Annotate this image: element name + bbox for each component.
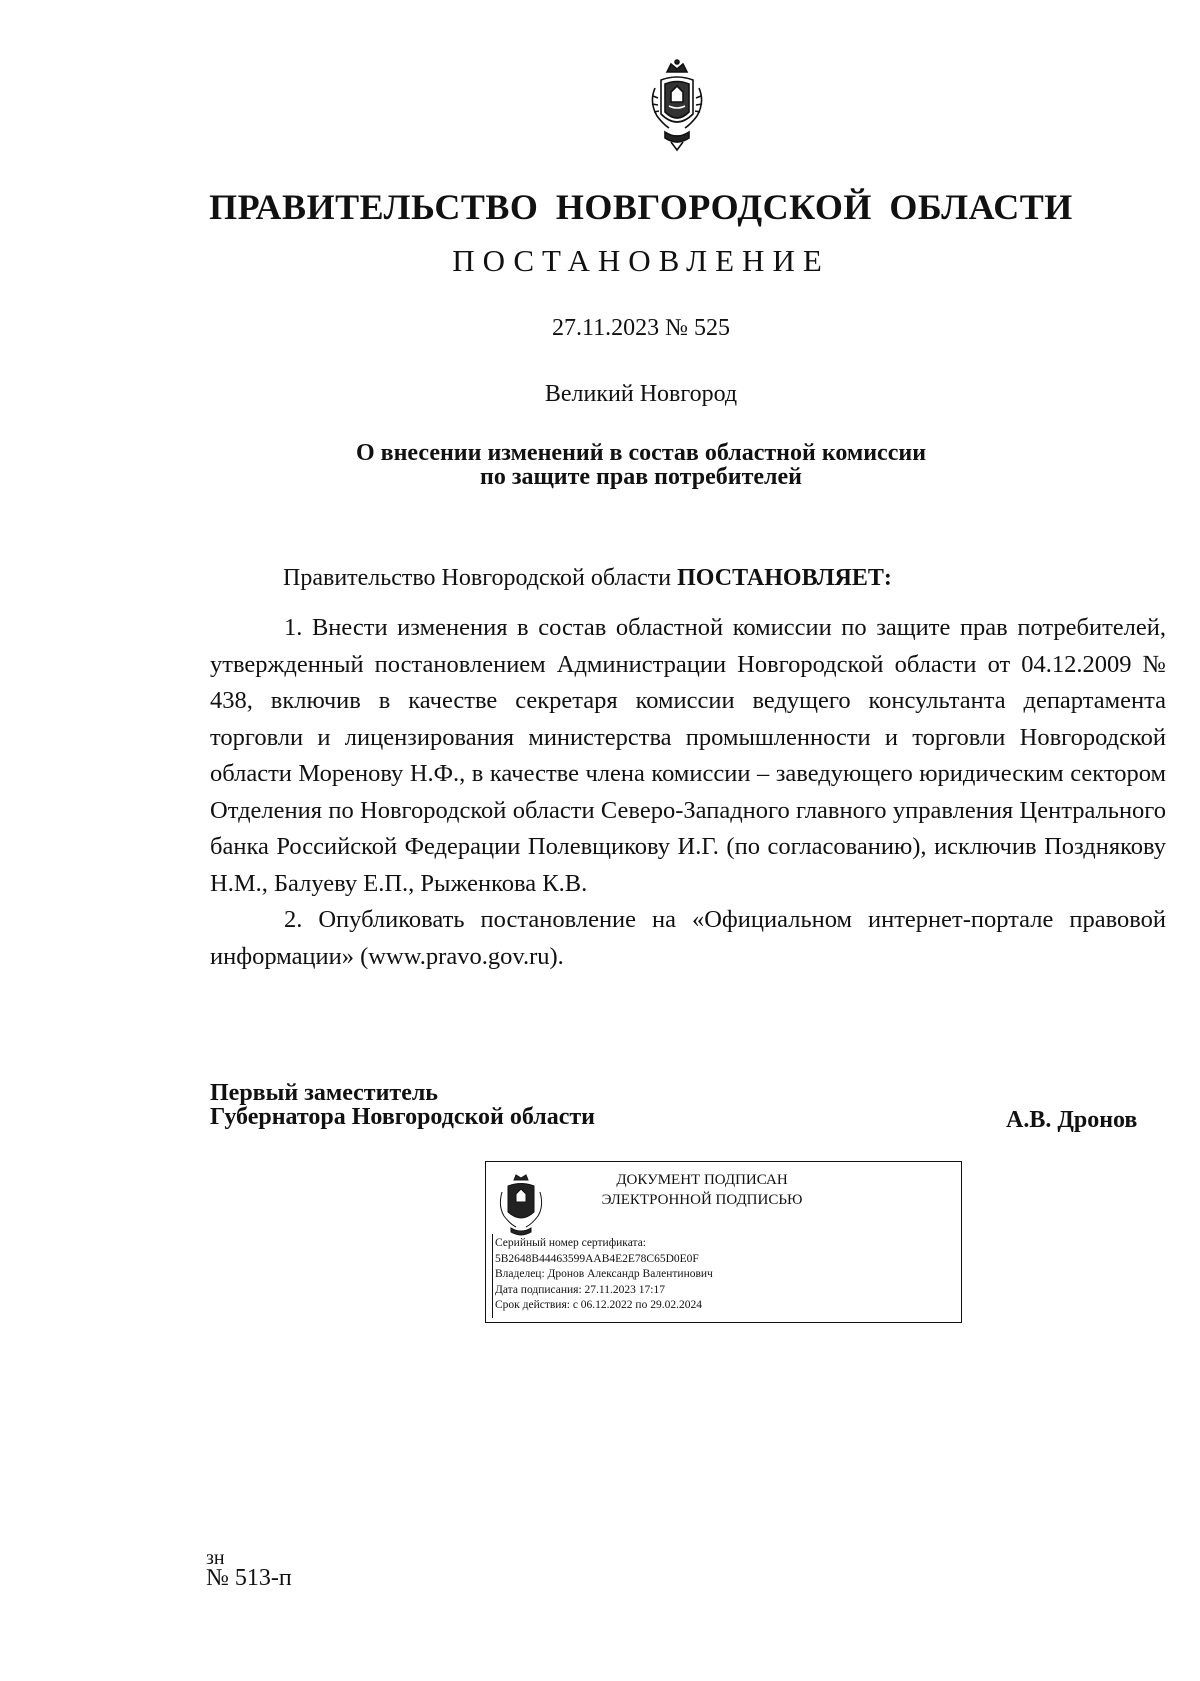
signatory-position-line-1: Первый заместитель: [210, 1080, 438, 1106]
stamp-title: [572, 1170, 832, 1210]
signatory-position: [210, 1081, 595, 1129]
stamp-validity: Срок действия: с 06.12.2022 по 29.02.2024: [495, 1299, 702, 1311]
document-date-number: 27.11.2023 № 525: [551, 315, 730, 341]
stamp-details: [495, 1236, 713, 1314]
stamp-signed-date: Дата подписания: 27.11.2023 17:17: [495, 1283, 665, 1296]
stamp-title-line-1: ДОКУМЕНТ ПОДПИСАН: [616, 1172, 788, 1188]
signatory-position-line-2: Губернатора Новгородской области: [210, 1104, 596, 1130]
stamp-serial-value: 5B2648B44463599AAB4E2E78C65D0E0F: [495, 1252, 699, 1265]
preamble-decree: ПОСТАНОВЛЯЕТ:: [677, 565, 892, 591]
footer-code: [206, 1547, 292, 1591]
document-type: ПОСТАНОВЛЕНИЕ: [452, 243, 830, 278]
preamble: [283, 565, 892, 592]
document-body: [210, 610, 1166, 975]
electronic-signature-stamp: [485, 1161, 962, 1323]
signatory-name: А.В. Дронов: [1006, 1107, 1138, 1133]
stamp-coat-of-arms-icon: [496, 1172, 546, 1240]
document-city: Великий Новгород: [544, 381, 738, 407]
subject-line-2: по защите прав потребителей: [480, 464, 802, 490]
document-subject: [0, 441, 1200, 489]
preamble-text: Правительство Новгородской области: [283, 565, 678, 591]
body-paragraph-2: 2. Опубликовать постановление на «Официальном интернет-портале правовой информации» (www.pravo.gov.ru).: [210, 906, 1166, 970]
subject-line-1: О внесении изменений в состав областной комиссии: [355, 440, 927, 466]
government-title: ПРАВИТЕЛЬСТВО НОВГОРОДСКОЙ ОБЛАСТИ: [209, 187, 1073, 227]
stamp-serial-label: Серийный номер сертификата:: [495, 1237, 646, 1249]
coat-of-arms-icon: [645, 58, 709, 154]
body-paragraph-1: 1. Внести изменения в состав областной комиссии по защите прав потребителей, утвержденный постановлением Администрации Новгородской области от 04.12.2009 № 438, включив в качестве секретаря комиссии ведущего консультанта департамента торговли и лицензирования министерства промышленности и торговли Новгородской области Моренову Н.Ф., в качестве члена комиссии – заведующего юридическим сектором Отделения по Новгородской области Северо-Западного главного управления Центрального банка Российской Федерации Полевщикову И.Г. (по согласованию), исключив Позднякову Н.М., Балуеву Е.П., Рыженкова К.В.: [210, 614, 1166, 897]
stamp-divider: [492, 1234, 493, 1318]
footer-code-line-2: № 513-п: [206, 1565, 292, 1591]
stamp-owner: Владелец: Дронов Александр Валентинович: [495, 1268, 713, 1280]
stamp-title-line-2: ЭЛЕКТРОННОЙ ПОДПИСЬЮ: [601, 1192, 803, 1208]
footer-code-line-1: зн: [206, 1547, 225, 1569]
